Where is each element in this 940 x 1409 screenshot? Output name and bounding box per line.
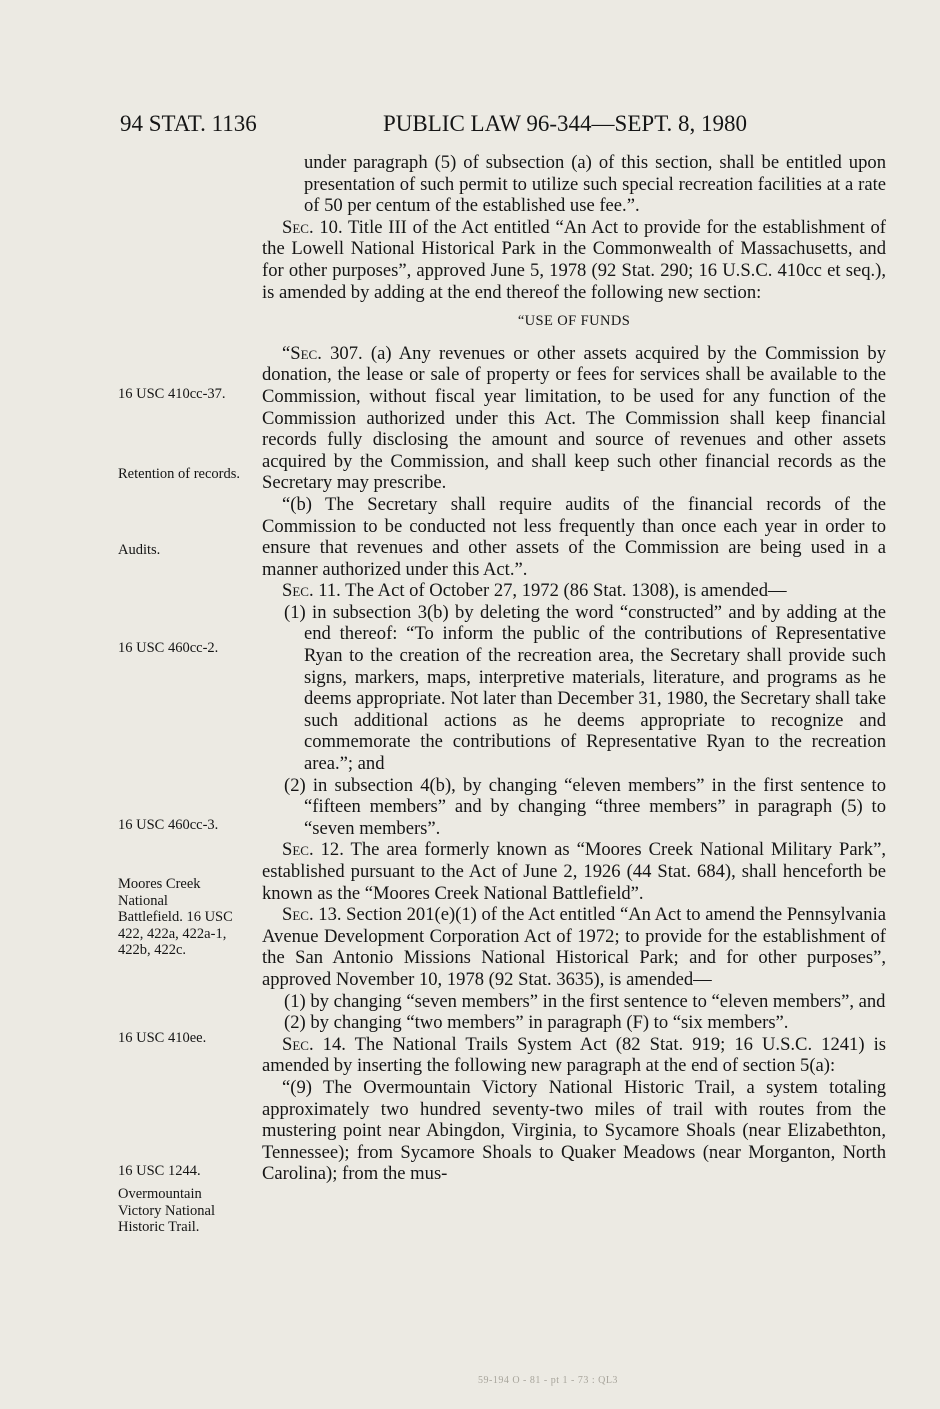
margin-note-overmountain-trail: Overmountain Victory National Historic Trail. (118, 1186, 215, 1235)
paragraph-sec-307a (262, 343, 886, 494)
paragraph-sec-10 (262, 217, 886, 303)
margin-note-usc-410ee: 16 USC 410ee. (118, 1030, 207, 1046)
paragraph-sec-12 (262, 839, 886, 904)
paragraph-sec-14-item-9: “(9) The Overmountain Victory National Historic Trail, a system totaling approximately two hundred seventy-two miles of trail with routes from the mustering point near Abingdon, Virginia, to Sycamore Shoals (near Elizabethton, Tennessee); from Sycamore Shoals to Quaker Meadows (near Morganton, North Carolina); from the mus- (262, 1076, 886, 1185)
sec-12-text: 12. The area formerly known as “Moores Creek National Military Park”, established pursuant to the Act of June 2, 1926 (44 Stat. 684), shall henceforth be known as the “Moores Creek National Battlefield”. (262, 839, 886, 904)
running-head (120, 106, 820, 142)
paragraph-sec-11-item-1: (1) in subsection 3(b) by deleting the word “constructed” and by adding at the end thereof: “To inform the public of the contributions of Representative Ryan to the creation of the recreation area, the Secretary shall provide such signs, markers, maps, interpretive materials, literature, and programs as he deems appropriate. Not later than December 31, 1980, the Secretary shall take such additional actions as he deems appropriate to recognize and commemorate the contributions of Representative Ryan to the recreation area.”; and (284, 601, 886, 775)
paragraph-continuation: under paragraph (5) of subsection (a) of this section, shall be entitled upon presentation of such permit to utilize such special recreation facilities at a rate of 50 per centum of the established use fee.”. (304, 152, 886, 217)
paragraph-sec-13-item-2: (2) by changing “two members” in paragraph (F) to “six members”. (284, 1012, 789, 1034)
section-heading-use-of-funds: “USE OF FUNDS (517, 313, 631, 330)
margin-note-audits: Audits. (118, 542, 161, 558)
margin-note-usc-1244: 16 USC 1244. (118, 1163, 201, 1179)
sec-11-label: Sec. (282, 580, 314, 602)
sec-10-text: 10. Title III of the Act entitled “An Act to provide for the establishment of the Lowell National Historical Park in the Commonwealth of Massachusetts, and for other purposes”, approved June 5, 1978 (92 Stat. 290; 16 U.S.C. 410cc et seq.), is amended by adding at the end thereof the following new section: (262, 216, 886, 303)
paragraph-sec-11 (262, 580, 886, 602)
margin-note-usc-410cc-37: 16 USC 410cc-37. (118, 386, 226, 402)
margin-note-retention-of-records: Retention of records. (118, 466, 241, 482)
paragraph-sec-11-item-2: (2) in subsection 4(b), by changing “eleven members” in the first sentence to “fifteen members” and by changing “three members” in paragraph (5) to “seven members”. (284, 774, 886, 839)
paragraph-sec-14 (262, 1034, 886, 1077)
body-text (262, 152, 886, 1185)
margin-note-moores-creek: Moores Creek National Battlefield. 16 USC 422, 422a, 422a-1, 422b, 422c. (118, 876, 233, 958)
paragraph-sec-13-item-1: (1) by changing “seven members” in the first sentence to “eleven members”, and (284, 990, 886, 1012)
sec-14-label: Sec. (282, 1033, 314, 1055)
print-code-footer: 59-194 O - 81 - pt 1 - 73 : QL3 (478, 1375, 618, 1386)
sec-13-text: 13. Section 201(e)(1) of the Act entitled “An Act to amend the Pennsylvania Avenue Development Corporation Act of 1972; to provide for the establishment of the San Antonio Missions National Historical Park; and for other purposes”, approved November 10, 1978 (92 Stat. 3635), is amended— (262, 904, 886, 990)
paragraph-sec-307b: “(b) The Secretary shall require audits of the financial records of the Commission to be conducted not less frequently than once each year in order to ensure that revenues and other assets of the Commission are being used in a manner authorized under this Act.”. (262, 493, 886, 580)
margin-note-usc-460cc-3: 16 USC 460cc-3. (118, 817, 219, 833)
margin-note-usc-460cc-2: 16 USC 460cc-2. (118, 640, 219, 656)
page-stat-reference: 94 STAT. 1136 (120, 111, 257, 136)
sec-307-text: 307. (a) Any revenues or other assets acquired by the Commission by donation, the lease or sale of property or fees for services shall be available to the Commission, without fiscal year limitation, to be used for any function of the Commission authorized under this Act. The Commission shall keep financial records fully disclosing the amount and source of revenues and other assets acquired by the Commission, and shall keep such other financial records as the Secretary may prescribe. (262, 342, 886, 494)
sec-14-text: 14. The National Trails System Act (82 Stat. 919; 16 U.S.C. 1241) is amended by inserting the following new paragraph at the end of section 5(a): (262, 1033, 886, 1077)
sec-307-label: “Sec. (282, 342, 322, 364)
paragraph-sec-13 (262, 904, 886, 990)
sec-12-label: Sec. (282, 839, 314, 861)
sec-11-text: 11. The Act of October 27, 1972 (86 Stat. 1308), is amended— (313, 580, 787, 602)
law-title: PUBLIC LAW 96-344—SEPT. 8, 1980 (383, 111, 748, 136)
sec-10-label: Sec. (282, 216, 314, 238)
sec-13-label: Sec. (282, 904, 314, 926)
